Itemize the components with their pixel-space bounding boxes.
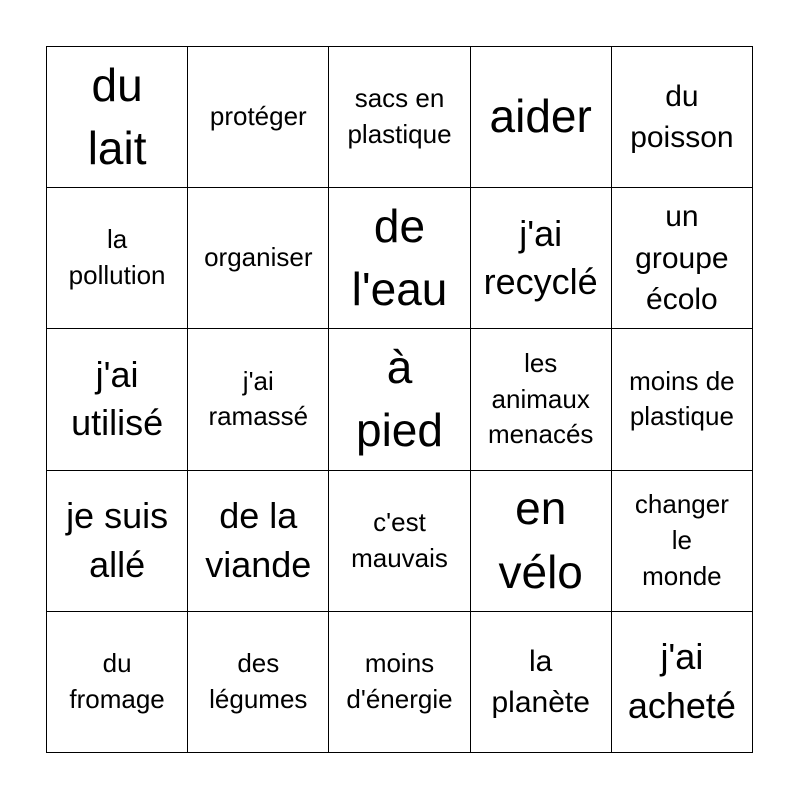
cell-label: j'ai ramassé xyxy=(208,365,309,432)
bingo-cell-r4c4[interactable] xyxy=(471,471,612,612)
bingo-cell-r1c5[interactable] xyxy=(612,47,753,188)
bingo-cell-r2c3[interactable] xyxy=(329,188,470,329)
cell-label: changer le monde xyxy=(634,488,729,591)
cell-label: la pollution xyxy=(68,224,166,291)
bingo-cell-r1c1[interactable] xyxy=(47,47,188,188)
cell-label: moins de plastique xyxy=(629,365,735,432)
bingo-cell-r3c2[interactable] xyxy=(188,329,329,470)
cell-label: du fromage xyxy=(69,648,165,714)
bingo-cell-r3c3[interactable] xyxy=(329,329,470,470)
cell-label: du lait xyxy=(87,58,147,175)
cell-label: j'ai utilisé xyxy=(71,353,164,444)
bingo-cell-r1c2[interactable] xyxy=(188,47,329,188)
bingo-cell-r4c1[interactable] xyxy=(47,471,188,612)
cell-label: de la viande xyxy=(205,495,312,585)
cell-label: organiser xyxy=(204,242,313,273)
cell-label: à pied xyxy=(356,341,443,457)
cell-label: protéger xyxy=(209,101,307,132)
bingo-board xyxy=(46,46,753,753)
bingo-cell-r4c5[interactable] xyxy=(612,471,753,612)
bingo-cell-r5c4[interactable] xyxy=(471,612,612,753)
bingo-cell-r4c2[interactable] xyxy=(188,471,329,612)
bingo-cell-r2c2[interactable] xyxy=(188,188,329,329)
cell-label: aider xyxy=(489,90,592,143)
bingo-cell-r1c3[interactable] xyxy=(329,47,470,188)
bingo-cell-r5c5[interactable] xyxy=(612,612,753,753)
cell-label: je suis allé xyxy=(66,495,169,585)
cell-label: un groupe écolo xyxy=(635,200,729,316)
bingo-cell-r5c1[interactable] xyxy=(47,612,188,753)
cell-label: de l'eau xyxy=(351,199,448,316)
cell-label: en vélo xyxy=(498,482,583,598)
cell-label: du poisson xyxy=(630,79,734,155)
bingo-cell-r2c5[interactable] xyxy=(612,188,753,329)
bingo-cell-r2c4[interactable] xyxy=(471,188,612,329)
bingo-cell-r4c3[interactable] xyxy=(329,471,470,612)
cell-label: j'ai recyclé xyxy=(483,212,598,303)
bingo-cell-r3c1[interactable] xyxy=(47,329,188,470)
cell-label: les animaux menacés xyxy=(487,347,594,450)
bingo-cell-r3c5[interactable] xyxy=(612,329,753,470)
cell-label: la planète xyxy=(491,644,590,719)
bingo-cell-r2c1[interactable] xyxy=(47,188,188,329)
bingo-cell-r3c4[interactable] xyxy=(471,329,612,470)
cell-label: des légumes xyxy=(209,648,308,714)
cell-label: j'ai acheté xyxy=(627,636,736,726)
cell-label: c'est mauvais xyxy=(351,506,448,573)
cell-label: sacs en plastique xyxy=(347,83,452,150)
bingo-cell-r5c3[interactable] xyxy=(329,612,470,753)
cell-label: moins d'énergie xyxy=(346,648,453,714)
bingo-cell-r1c4[interactable] xyxy=(471,47,612,188)
bingo-cell-r5c2[interactable] xyxy=(188,612,329,753)
